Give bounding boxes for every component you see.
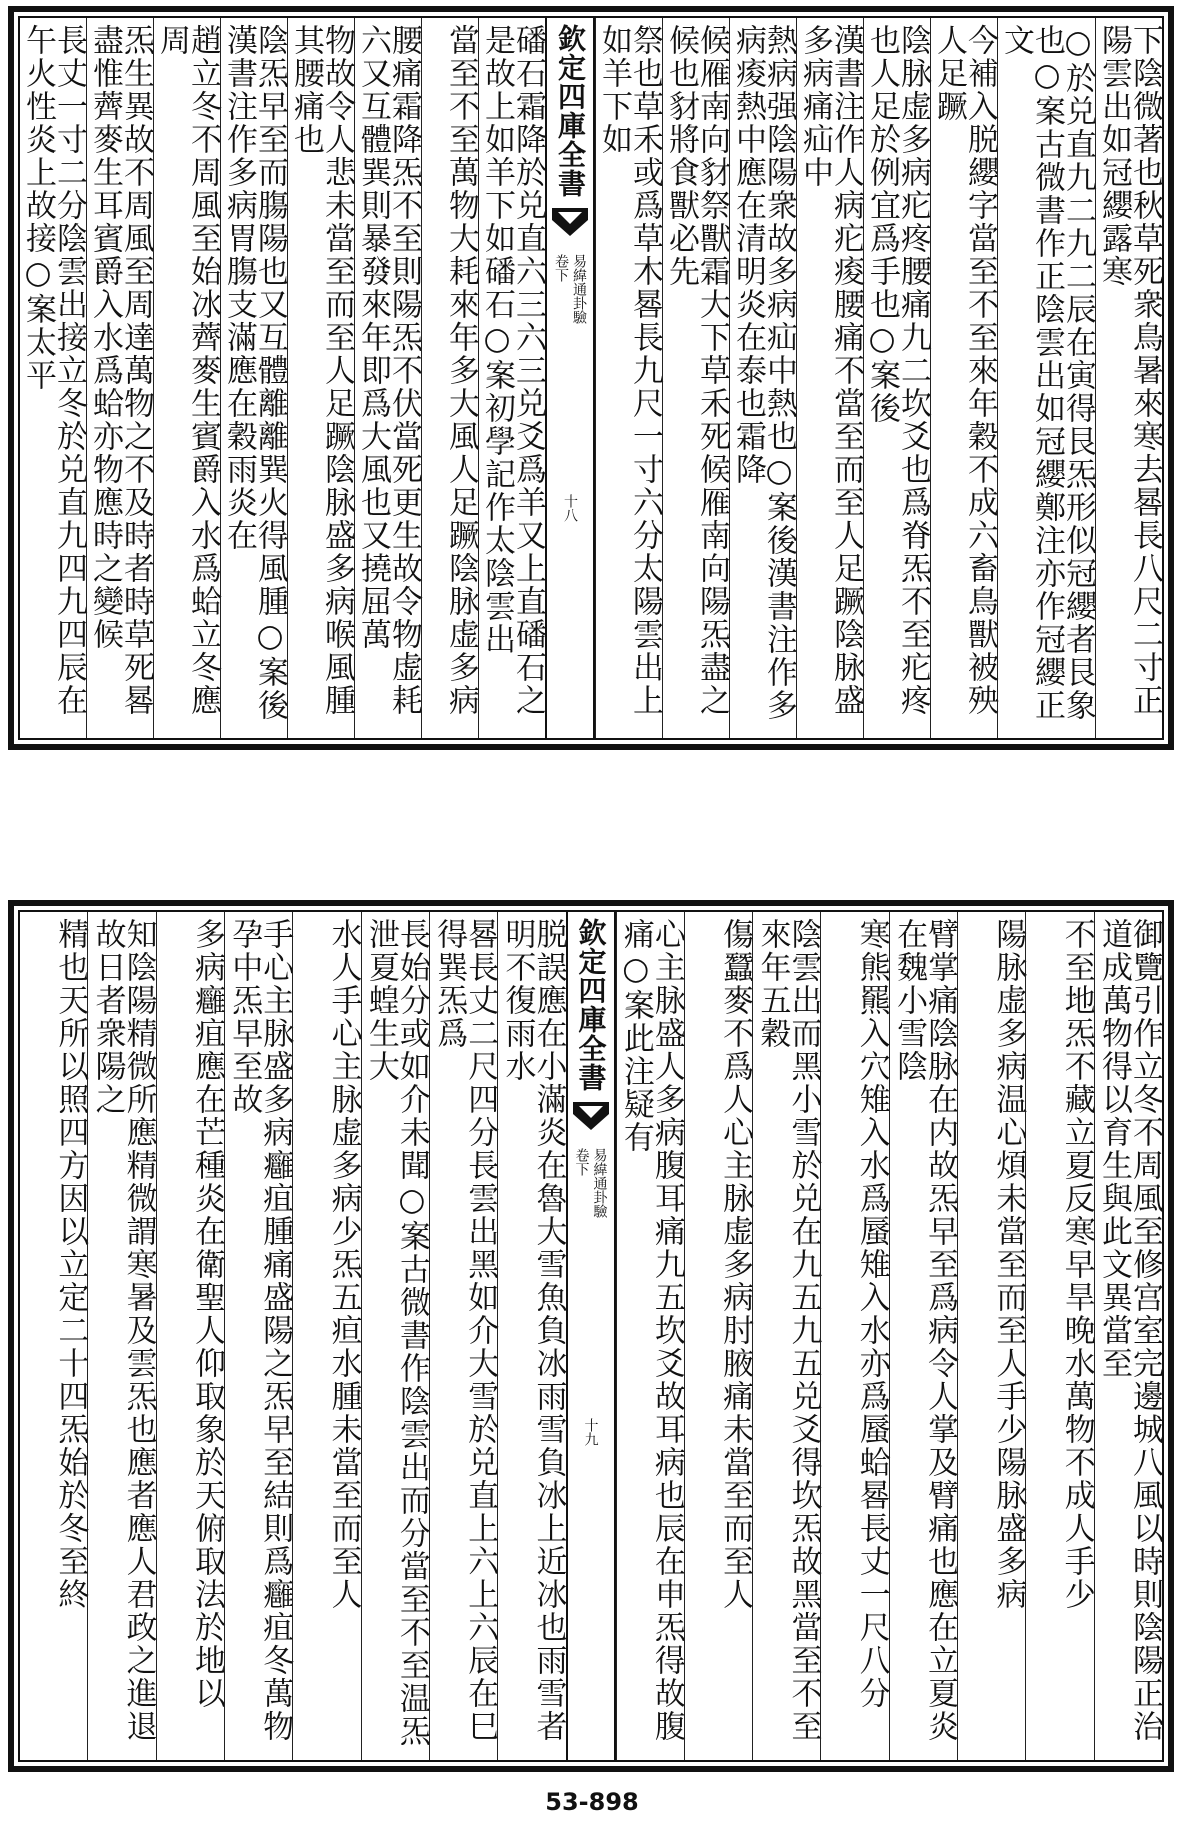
text-column: 水人手心主脉虚多病少炁五疸水腫未當至而至人 bbox=[292, 912, 360, 1760]
center-fold-header bbox=[545, 18, 595, 738]
volume-label: 卷下 bbox=[553, 254, 569, 282]
folio-number: 十八 bbox=[562, 494, 578, 522]
text-column: 腰痛霜降炁不至則陽炁不伏當死更生故令物虚耗六又互體巽則暴發來年即爲大風也又撓屈萬 bbox=[354, 18, 421, 738]
page-number: 53-898 bbox=[545, 1788, 639, 1816]
text-column: ○於兑直九二九二辰在寅得艮炁形似冠纓者艮象也○案古微書作正陰雲出如冠纓鄭注亦作冠纓正文 bbox=[997, 18, 1095, 738]
top-page-panel bbox=[8, 6, 1174, 750]
center-fold-meta bbox=[554, 250, 586, 324]
text-column: 下陰微著也秋草死衆鳥暑來寒去晷長八尺二寸正陽雲出如冠纓露寒 bbox=[1095, 18, 1162, 738]
center-fold-meta bbox=[575, 1144, 607, 1218]
text-column: 長始分或如介未聞○案古微書作陰雲出而分當至不至温炁泄夏蝗生大 bbox=[361, 912, 429, 1760]
bottom-page-panel bbox=[8, 900, 1174, 1772]
book-name: 易緯通卦驗 bbox=[571, 254, 587, 324]
collection-title: 欽定四庫全書 bbox=[554, 24, 587, 198]
fishtail-mark-icon bbox=[571, 1100, 611, 1138]
text-column: 祭也草禾或爲草木晷長九尺一寸六分太陽雲出上如羊下如 bbox=[595, 18, 662, 738]
text-column: 當至不至萬物大耗來年多大風人足蹶陰脉虚多病 bbox=[421, 18, 478, 738]
text-column: 心主脉盛人多病腹耳痛九五坎爻故耳病也辰在申炁得故腹痛○案此注疑有 bbox=[616, 912, 684, 1760]
text-column: 趙立冬不周風至始冰薺麥生賓爵入水爲蛤立冬應周 bbox=[153, 18, 220, 738]
folio-number: 十九 bbox=[582, 1418, 599, 1446]
text-column: 手心主脉盛多病癰疽腫痛盛陽之炁早至結則爲癰疽冬萬物孕中炁早至故 bbox=[224, 912, 292, 1760]
text-column: 長丈一寸二分陰雲出接立冬於兑直九四九四辰在午火性炎上故接○案太平 bbox=[20, 24, 87, 717]
text-column: 傷蠶麥不爲人心主脉虚多病肘腋痛未當至而至人 bbox=[684, 912, 752, 1760]
text-column: 不至地炁不藏立夏反寒早旱晚水萬物不成人手少 bbox=[1025, 912, 1093, 1760]
text-column: 陽脉虚多病温心煩未當至而至人手少陽脉盛多病 bbox=[957, 912, 1025, 1760]
volume-label: 卷下 bbox=[573, 1148, 590, 1176]
text-column: 知陰陽精微所應精微謂寒暑及雲炁也應者應人君政之進退故日者衆陽之 bbox=[87, 912, 155, 1760]
text-column: 炁生異故不周風至周達萬物之不及時者時草死晷盡惟薺麥生耳賓爵入水爲蛤亦物應時之變候 bbox=[86, 18, 153, 738]
text-column: 陰脉虚多病疕疼腰痛九二坎爻也爲脊炁不至疕疼也人足於例宜爲手也○案後 bbox=[863, 18, 930, 738]
text-column: 今補入脱纓字當至不至來年穀不成六畜鳥獸被殃人足蹶 bbox=[930, 18, 997, 738]
book-name: 易緯通卦驗 bbox=[591, 1148, 608, 1218]
text-column: 候雁南向豺祭獸霜大下草禾死候雁南向陽炁盡之候也豺將食獸必先 bbox=[662, 18, 729, 738]
text-column: 脱誤應在小滿炎在魯大雪魚負冰雨雪負冰上近冰也雨雪者明不復雨水 bbox=[497, 912, 565, 1760]
text-column: 精也天所以照四方因以立定二十四炁始於冬至終 bbox=[52, 918, 89, 1611]
text-column: 多病癰疽應在芒種炎在衛聖人仰取象於天俯取法於地以 bbox=[156, 912, 224, 1760]
text-column: 熱病强陰陽衆故多病疝中熱也○案後漢書注作多病痠熱中應在清明炎在泰也霜降 bbox=[729, 18, 796, 738]
text-column: 物故令人悲未當至而至人足蹶陰脉盛多病喉風腫其腰痛也 bbox=[287, 18, 354, 738]
text-column: 晷長丈二尺四分長雲出黑如介大雪於兑直上六上六辰在巳得巽炁爲 bbox=[429, 912, 497, 1760]
text-column: 寒熊羆入穴雉入水爲蜃雉入水亦爲蜃蛤晷長丈一尺八分 bbox=[820, 912, 888, 1760]
collection-title: 欽定四庫全書 bbox=[574, 918, 608, 1092]
text-column: 磻石霜降於兑直六三六三兑爻爲羊又上直磻石之是故上如羊下如磻石○案初學記作太陰雲出 bbox=[478, 18, 545, 738]
text-column: 漢書注作人病疕痠腰痛不當至而至人足蹶陰脉盛多病痛疝中 bbox=[796, 18, 863, 738]
text-column: 陰雲出而黑小雪於兑在九五九五兑爻得坎炁故黑當至不至來年五穀 bbox=[752, 912, 820, 1760]
text-column: 臂掌痛陰脉在内故炁早至爲病令人掌及臂痛也應在立夏炎在魏小雪陰 bbox=[889, 912, 957, 1760]
text-column: 陰炁早至而膓陽也又互體離離巽火得風腫○案後漢書注作多病胃膓支滿應在穀雨炎在 bbox=[220, 18, 287, 738]
text-column: 御覽引作立冬不周風至修宫室完邊城八風以時則陰陽正治道成萬物得以育生與此文異當至 bbox=[1094, 912, 1162, 1760]
center-fold-header bbox=[566, 912, 616, 1760]
fishtail-mark-icon bbox=[550, 206, 590, 244]
